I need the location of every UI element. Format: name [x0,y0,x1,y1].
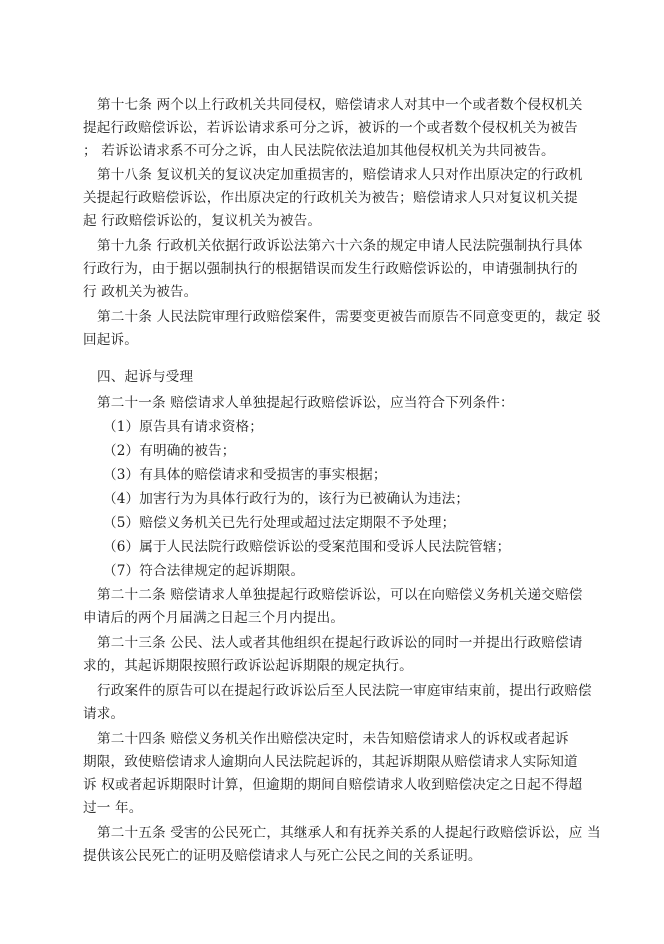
text-line: 行政行为，由于据以强制执行的根据错误而发生行政赔偿诉讼的，申请强制执行的 [83,261,578,277]
text-line: 第二十四条 赔偿义务机关作出赔偿决定时，未告知赔偿请求人的诉权或者起诉 [97,731,569,747]
list-item: （1）原告具有请求资格； [103,419,263,435]
text-line: 第十八条 复议机关的复议决定加重损害的，赔偿请求人只对作出原决定的行政机 [97,167,583,183]
text-line: 第二十五条 受害的公民死亡，其继承人和有抚养关系的人提起行政赔偿诉讼，应 当 [97,825,601,841]
text-line: 提起行政赔偿诉讼，若诉讼请求系可分之诉，被诉的一个或者数个侵权机关为被告 [83,120,578,136]
text-line: 第二十三条 公民、法人或者其他组织在提起行政诉讼的同时一并提出行政赔偿请 [97,635,583,651]
text-line: 第二十二条 赔偿请求人单独提起行政赔偿诉讼，可以在向赔偿义务机关递交赔偿 [97,587,583,603]
text-line: 行政案件的原告可以在提起行政诉讼后至人民法院一审庭审结束前，提出行政赔偿 [97,683,592,699]
list-item: （2）有明确的被告； [103,443,236,459]
text-line: 关提起行政赔偿诉讼，作出原决定的行政机关为被告；赔偿请求人只对复议机关提 [83,190,578,206]
text-line: 请求。 [83,706,125,722]
text-line: 行 政机关为被告。 [83,284,198,300]
text-line: ； 若诉讼请求系不可分之诉，由人民法院依法追加其他侵权机关为共同被告。 [83,143,555,159]
text-line: 诉 权或者起诉期限时计算，但逾期的期间自赔偿请求人收到赔偿决定之日起不得超 [83,777,583,793]
list-item: （3）有具体的赔偿请求和受损害的事实根据； [103,467,387,483]
text-line: 申请后的两个月届满之日起三个月内提出。 [83,610,345,626]
list-item: （6）属于人民法院行政赔偿诉讼的受案范围和受诉人民法院管辖； [103,539,511,555]
text-line: 第十九条 行政机关依据行政诉讼法第六十六条的规定申请人民法院强制执行具体 [97,238,583,254]
text-line: 回起诉。 [83,332,138,348]
text-line: 期限，致使赔偿请求人逾期向人民法院起诉的，其起诉期限从赔偿请求人实际知道 [83,754,578,770]
text-line: 第十七条 两个以上行政机关共同侵权，赔偿请求人对其中一个或者数个侵权机关 [97,97,583,113]
text-line: 第二十一条 赔偿请求人单独提起行政赔偿诉讼，应当符合下列条件： [97,395,514,411]
text-line: 过一 年。 [83,800,143,816]
text-line: 起 行政赔偿诉讼的，复议机关为被告。 [83,213,322,229]
text-line: 提供该公民死亡的证明及赔偿请求人与死亡公民之间的关系证明。 [83,848,482,864]
text-line: 第二十条 人民法院审理行政赔偿案件，需要变更被告而原告不同意变更的，裁定 驳 [97,309,601,325]
list-item: （7）符合法律规定的起诉期限。 [103,563,305,579]
list-item: （5）赔偿义务机关已先行处理或超过法定期限不予处理； [103,515,456,531]
text-line: 求的，其起诉期限按照行政诉讼起诉期限的规定执行。 [83,658,413,674]
list-item: （4）加害行为为具体行政行为的，该行为已被确认为违法； [103,491,470,507]
section-heading: 四、起诉与受理 [97,369,194,385]
